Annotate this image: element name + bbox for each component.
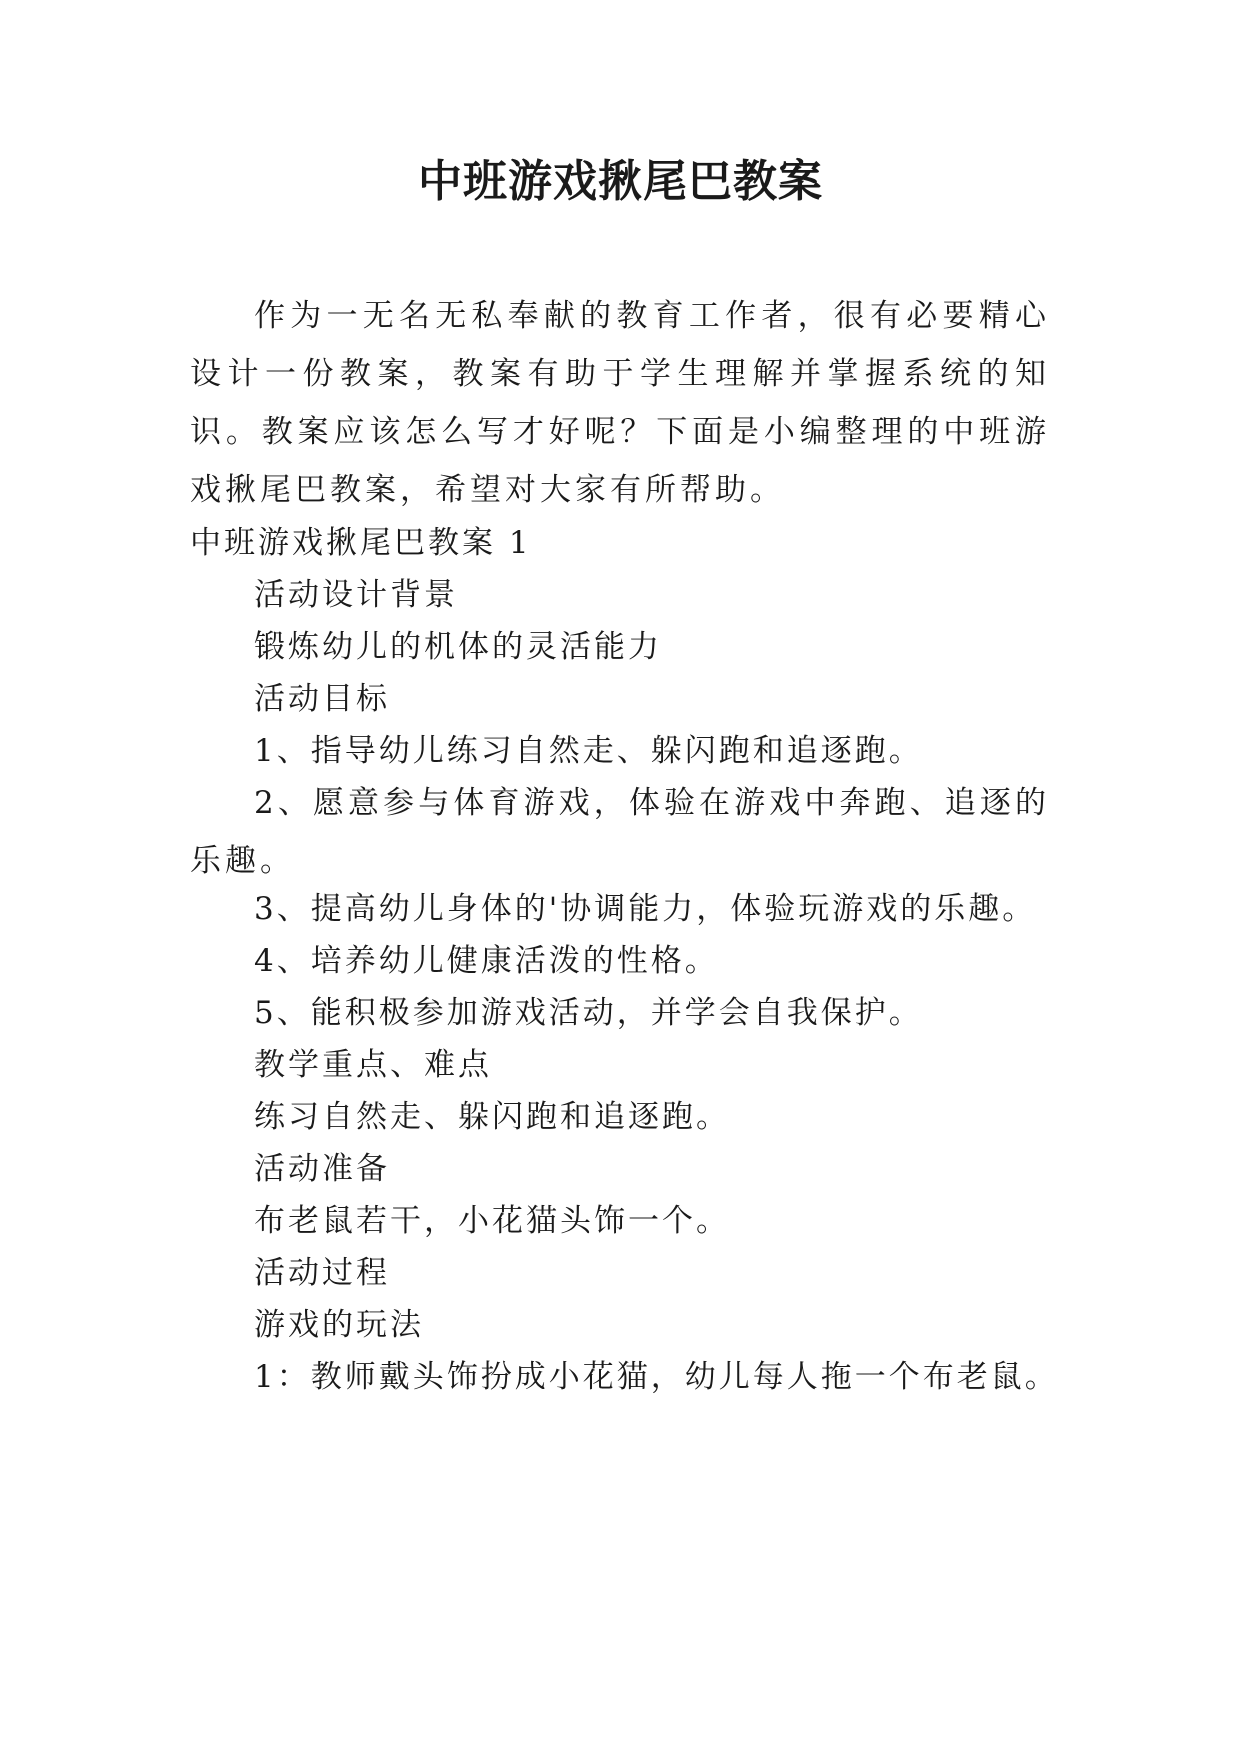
content-line: 活动目标 — [254, 681, 390, 717]
content-line: 4、培养幼儿健康活泼的性格。 — [254, 943, 719, 979]
content-line: 练习自然走、躲闪跑和追逐跑。 — [254, 1099, 730, 1135]
section-heading: 中班游戏揪尾巴教案 1 — [190, 525, 532, 561]
content-line: 锻炼幼儿的机体的灵活能力 — [254, 629, 662, 665]
content-line: 活动准备 — [254, 1151, 390, 1187]
content-line: 游戏的玩法 — [254, 1307, 424, 1343]
content-line: 1：教师戴头饰扮成小花猫，幼儿每人拖一个布老鼠。 — [254, 1359, 1059, 1395]
content-line: 教学重点、难点 — [254, 1047, 492, 1083]
document-title: 中班游戏揪尾巴教案 — [418, 156, 823, 207]
content-line: 活动设计背景 — [254, 577, 458, 613]
content-line: 1、指导幼儿练习自然走、躲闪跑和追逐跑。 — [254, 733, 923, 769]
content-line: 5、能积极参加游戏活动，并学会自我保护。 — [254, 995, 923, 1031]
intro-paragraph: 作为一无名无私奉献的教育工作者，很有必要精心设计一份教案，教案有助于学生理解并掌握系统的知识。教案应该怎么写才好呢？下面是小编整理的中班游戏揪尾巴教案，希望对大家有所帮助。 — [190, 298, 1050, 508]
content-line: 布老鼠若干，小花猫头饰一个。 — [254, 1203, 730, 1239]
content-line: 3、提高幼儿身体的'协调能力，体验玩游戏的乐趣。 — [254, 891, 1037, 927]
content-line: 2、愿意参与体育游戏，体验在游戏中奔跑、追逐的乐趣。 — [190, 785, 1050, 879]
content-line: 活动过程 — [254, 1255, 390, 1291]
